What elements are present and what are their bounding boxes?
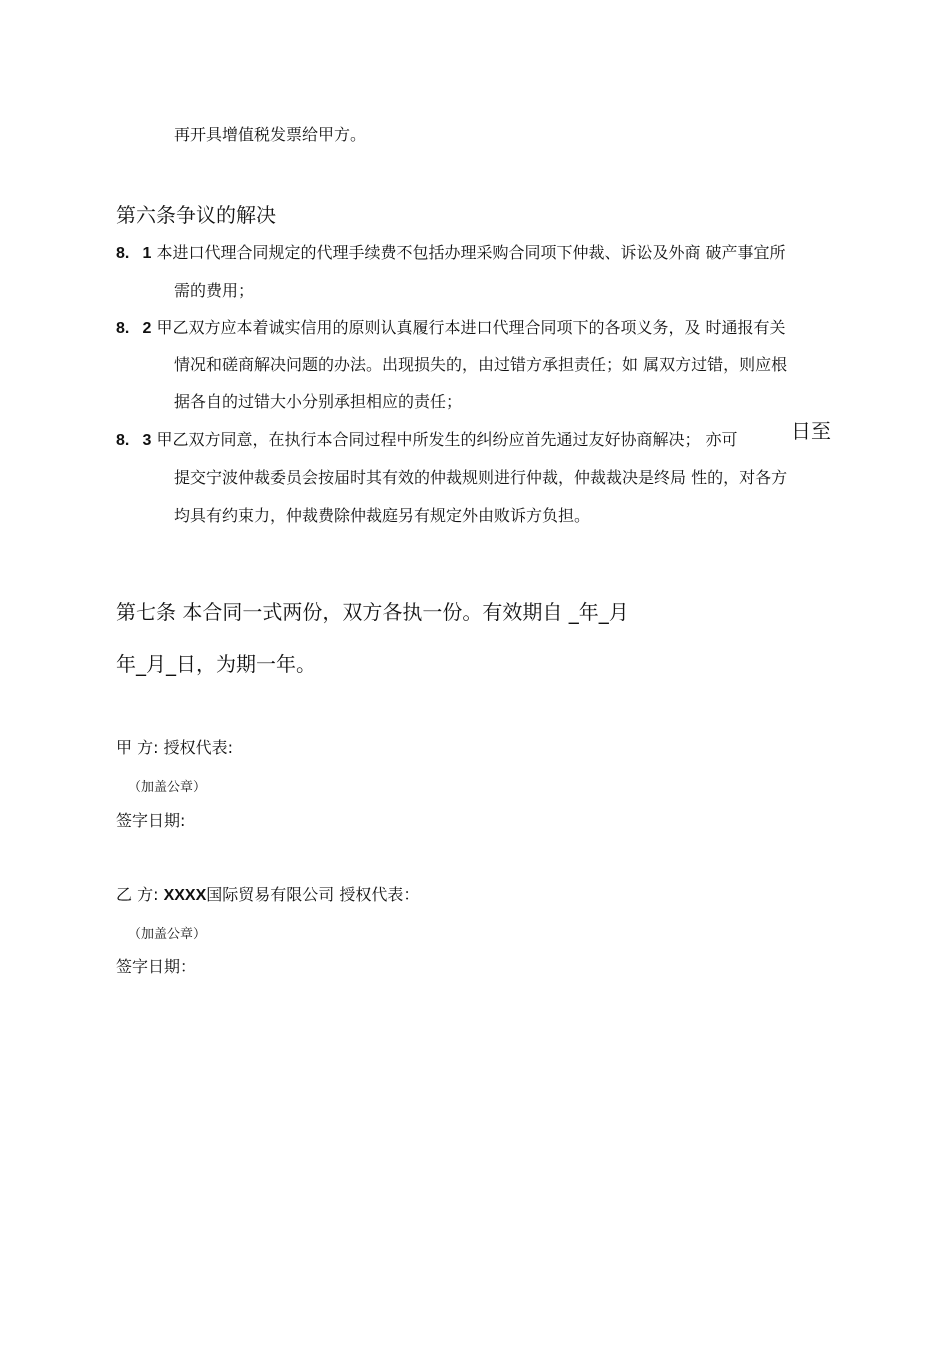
article7-line2: 年_月_日，为期一年。 <box>116 652 316 676</box>
clause-8-2-line2: 情况和磋商解决问题的办法。出现损失的，由过错方承担责任；如 属双方过错，则应根 <box>174 355 788 374</box>
clause-8-1-line2: 需的费用； <box>174 281 255 300</box>
clause-subnumber: 3 <box>142 432 152 449</box>
article7-line1: 第七条 本合同一式两份，双方各执一份。有效期自 _年_月 <box>116 600 629 624</box>
clause-text: 甲乙双方应本着诚实信用的原则认真履行本进口代理合同项下的各项义务，及 时通报有关 <box>156 318 786 337</box>
clause-text: 甲乙双方同意，在执行本合同过程中所发生的纠纷应首先通过友好协商解决； 亦可 <box>156 430 738 449</box>
party-b-seal: （加盖公章） <box>128 927 207 942</box>
party-b-label <box>116 885 419 906</box>
stray-text: 日至 <box>791 419 831 443</box>
clause-8-3-line2: 提交宁波仲裁委员会按届时其有效的仲裁规则进行仲裁，仲裁裁决是终局 性的，对各方 <box>174 468 788 487</box>
clause-8-1 <box>116 243 786 264</box>
article6-heading: 第六条争议的解决 <box>116 203 276 227</box>
clause-8-3-line3: 均具有约束力，仲裁费除仲裁庭另有规定外由败诉方负担。 <box>174 506 591 525</box>
party-a-date: 签字日期: <box>116 811 186 830</box>
clause-number: 8. <box>116 320 130 337</box>
clause-subnumber: 1 <box>142 245 152 262</box>
clause-8-3 <box>116 430 738 451</box>
party-b-company: 国际贸易有限公司 授权代表： <box>206 885 420 904</box>
clause-8-2-line3: 据各自的过错大小分别承担相应的责任； <box>174 392 463 411</box>
clause-text: 本进口代理合同规定的代理手续费不包括办理采购合同项下仲裁、诉讼及外商 破产事宜所 <box>156 243 786 262</box>
party-b-date: 签字日期： <box>116 957 197 976</box>
continuation-line: 再开具增值税发票给甲方。 <box>174 125 367 144</box>
party-a-seal: （加盖公章） <box>128 780 207 795</box>
party-a-label: 甲 方: 授权代表: <box>116 738 233 757</box>
clause-8-2 <box>116 318 786 339</box>
party-b-prefix: 乙 方: <box>116 885 159 904</box>
clause-subnumber: 2 <box>142 320 152 337</box>
party-b-company-prefix: XXXX <box>163 887 207 904</box>
clause-number: 8. <box>116 245 130 262</box>
clause-number: 8. <box>116 432 130 449</box>
